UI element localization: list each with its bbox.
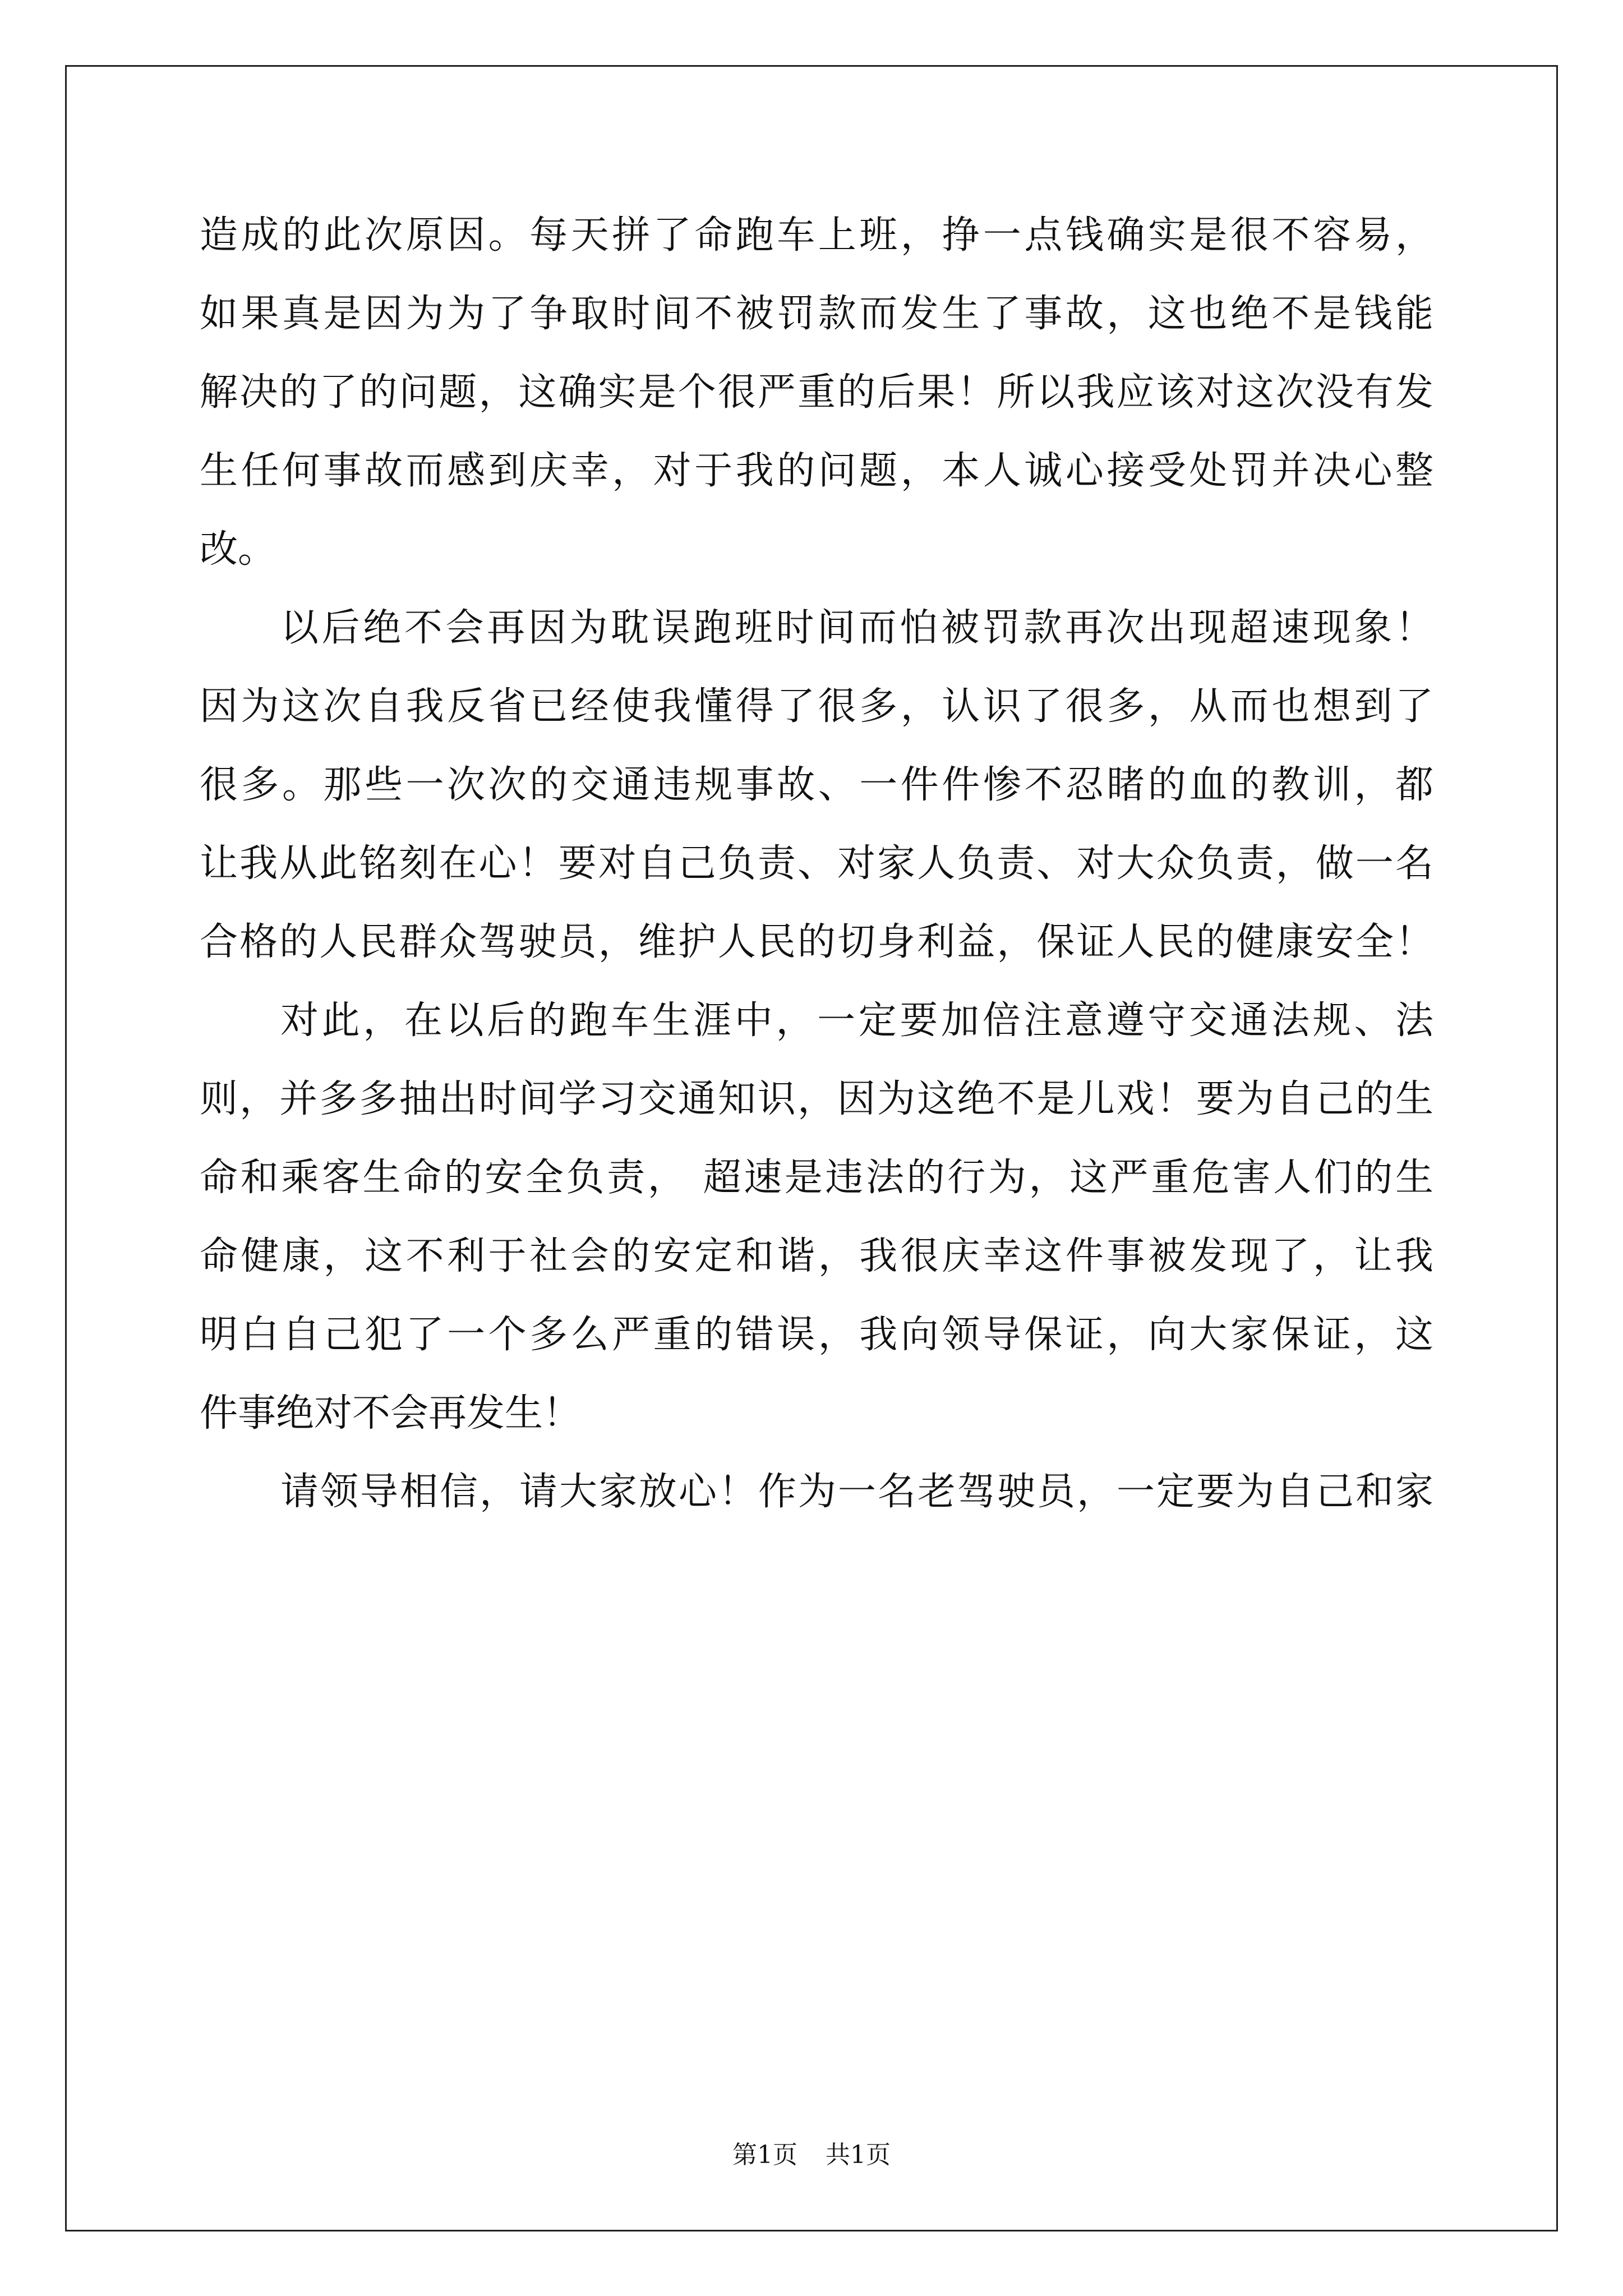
text-line: 命健康，这不利于社会的安定和谐，我很庆幸这件事被发现了，让我 <box>200 1234 1433 1278</box>
text-line: 以后绝不会再因为耽误跑班时间而怕被罚款再次出现超速现象！ <box>280 606 1433 650</box>
text-line: 命和乘客生命的安全负责， 超速是违法的行为，这严重危害人们的生 <box>200 1156 1433 1200</box>
text-line: 改。 <box>200 527 276 572</box>
text-line: 请领导相信，请大家放心！作为一名老驾驶员，一定要为自己和家 <box>280 1470 1433 1514</box>
page-footer <box>0 2138 1623 2172</box>
text-line: 生任何事故而感到庆幸，对于我的问题，本人诚心接受处罚并决心整 <box>200 449 1433 493</box>
text-line: 对此，在以后的跑车生涯中，一定要加倍注意遵守交通法规、法 <box>280 999 1433 1043</box>
text-line: 件事绝对不会再发生！ <box>200 1391 582 1435</box>
page-number: 第1页 <box>732 2141 797 2169</box>
text-line: 明白自己犯了一个多么严重的错误，我向领导保证，向大家保证，这 <box>200 1313 1433 1357</box>
text-line: 合格的人民群众驾驶员，维护人民的切身利益，保证人民的健康安全！ <box>200 920 1433 964</box>
text-line: 则，并多多抽出时间学习交通知识，因为这绝不是儿戏！要为自己的生 <box>200 1077 1433 1121</box>
text-line: 让我从此铭刻在心！要对自己负责、对家人负责、对大众负责，做一名 <box>200 841 1433 886</box>
text-line: 因为这次自我反省已经使我懂得了很多，认识了很多，从而也想到了 <box>200 684 1433 729</box>
text-line: 解决的了的问题，这确实是个很严重的后果！所以我应该对这次没有发 <box>200 370 1433 415</box>
text-line: 造成的此次原因。每天拼了命跑车上班，挣一点钱确实是很不容易， <box>200 213 1433 257</box>
document-body <box>200 196 1433 1531</box>
text-line: 如果真是因为为了争取时间不被罚款而发生了事故，这也绝不是钱能 <box>200 292 1433 336</box>
page-total: 共1页 <box>826 2141 891 2169</box>
text-line: 很多。那些一次次的交通违规事故、一件件惨不忍睹的血的教训，都 <box>200 763 1433 807</box>
